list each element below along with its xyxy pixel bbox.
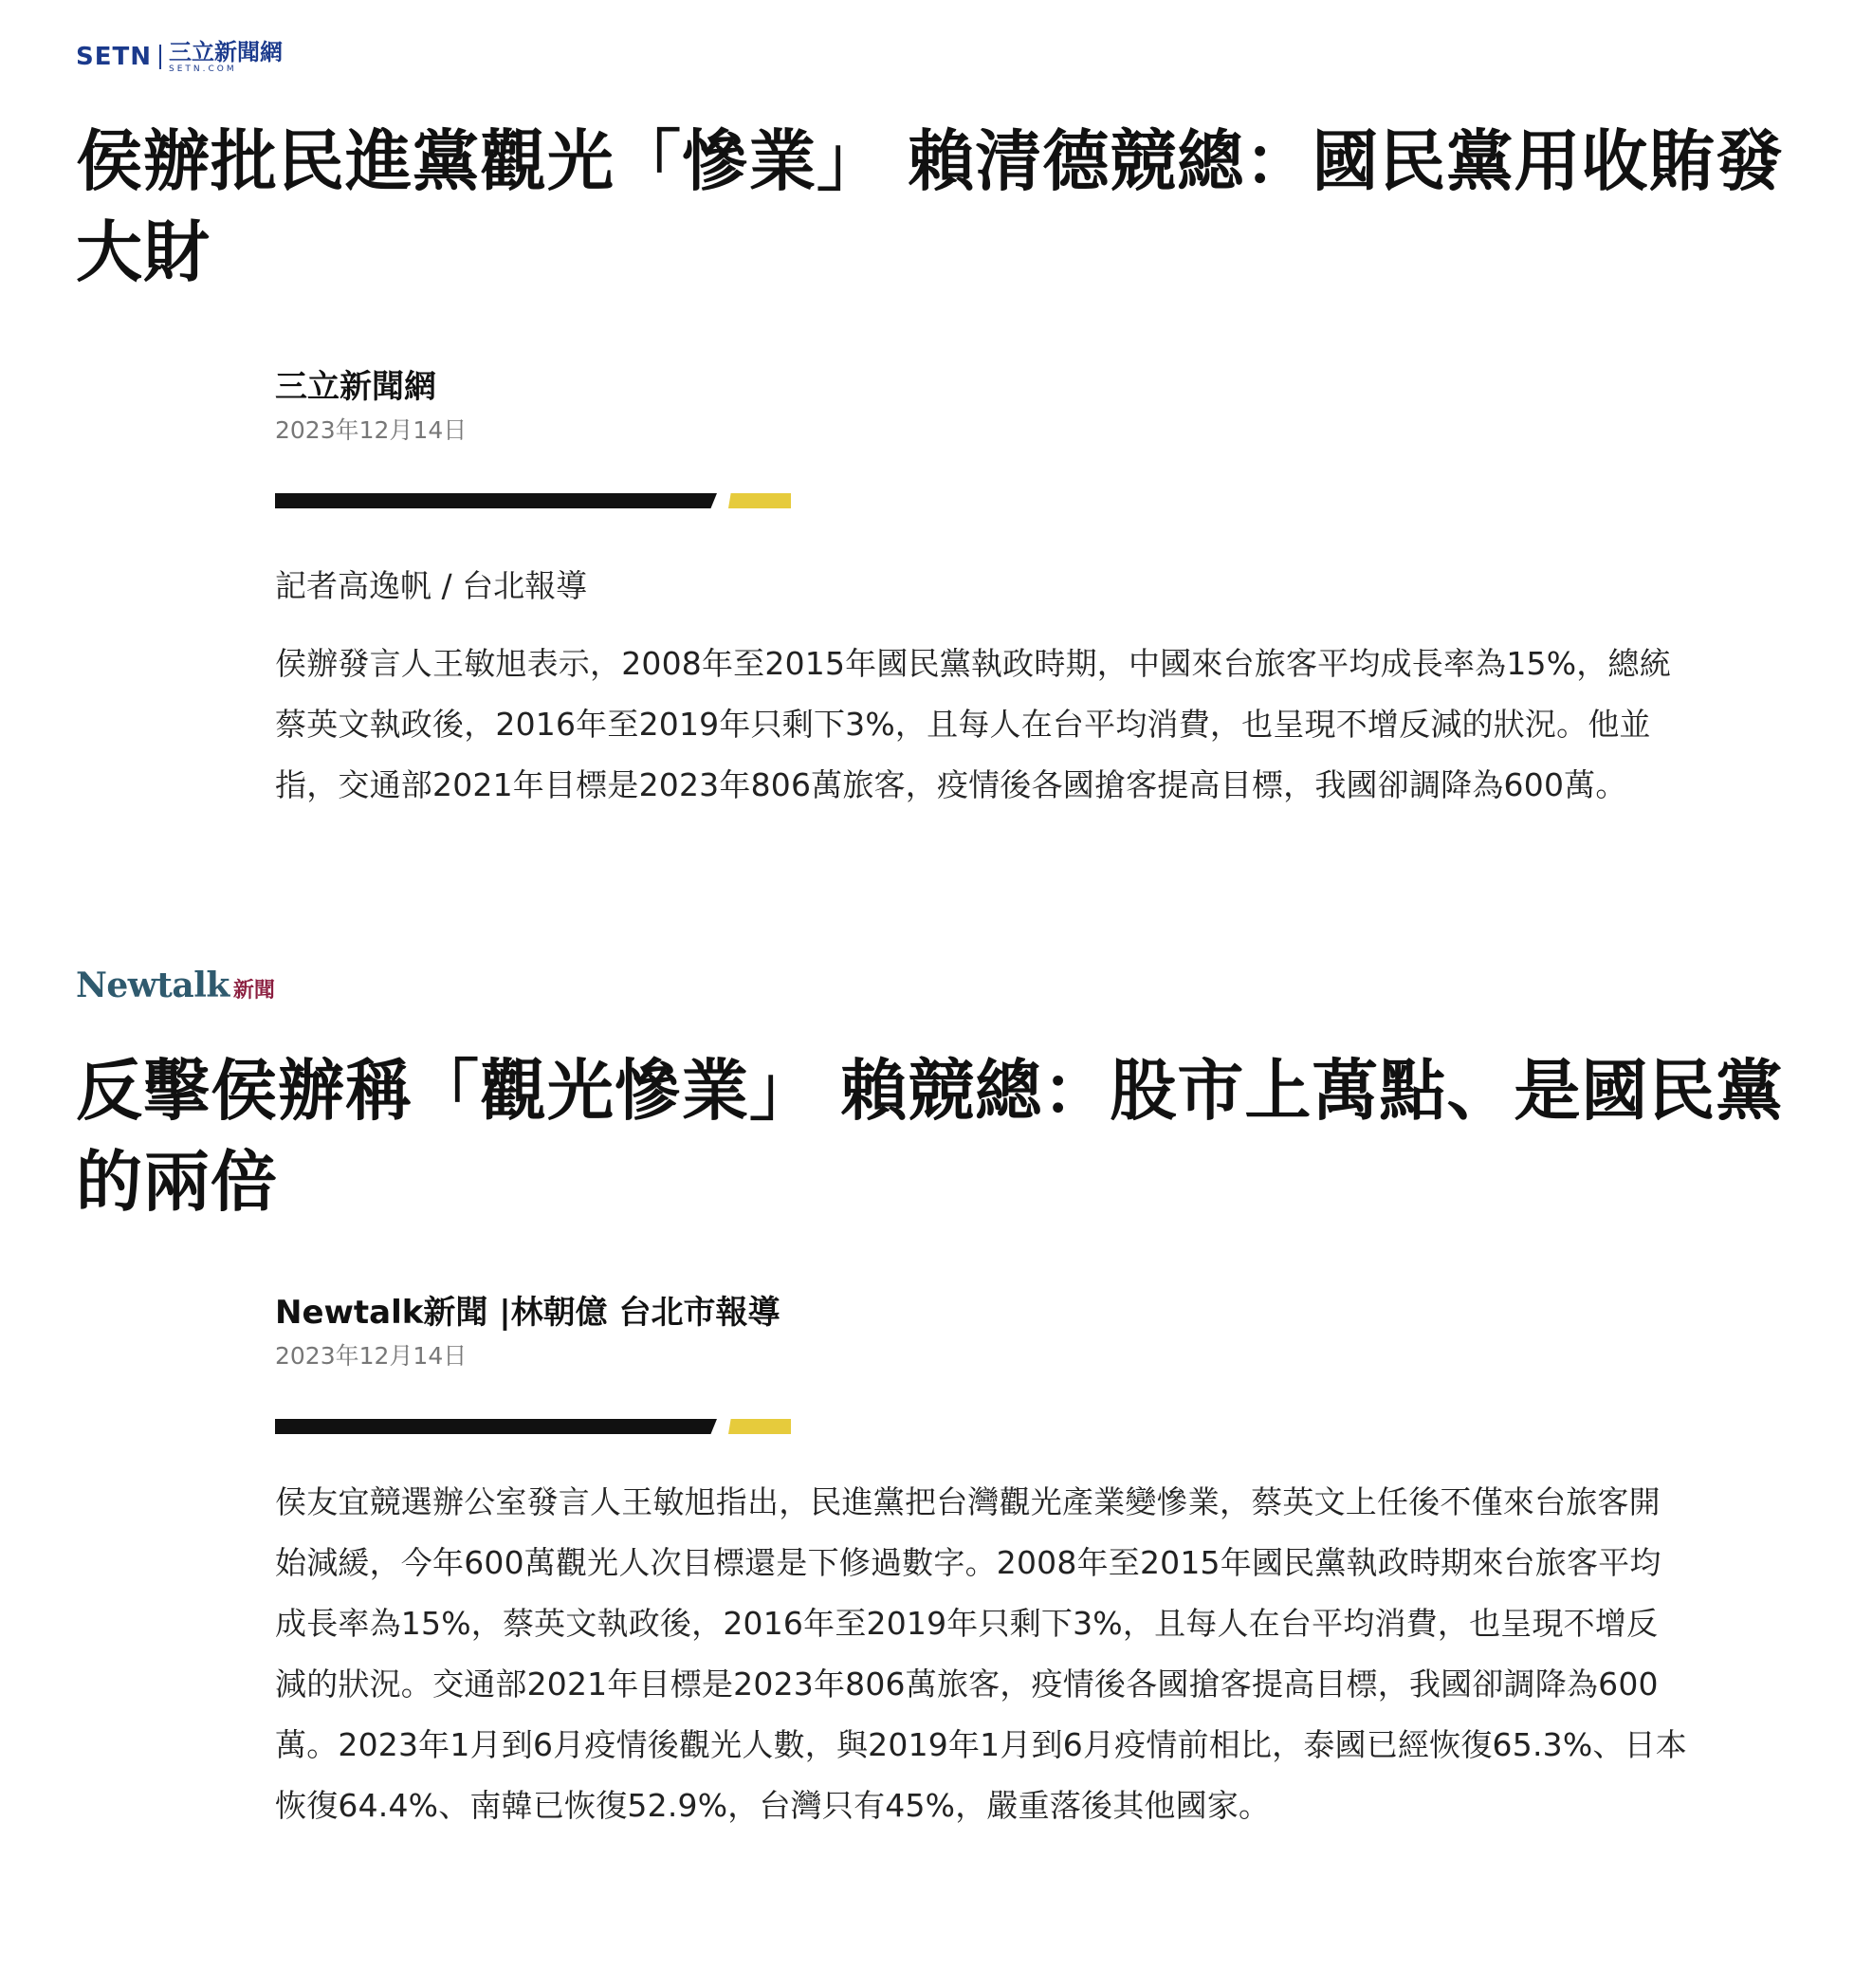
article-body: 侯友宜競選辦公室發言人王敏旭指出，民進黨把台灣觀光產業變慘業，蔡英文上任後不僅來台旅客開始減緩，今年600萬觀光人次目標還是下修過數字。2008年至2015年國民黨執政時期來台旅客平均成長率為15%，蔡英文執政後，2016年至2019年只剩下3%，且每人在台平均消費，也呈現不增反減的狀況。交通部2021年目標是2023年806萬旅客，疫情後各國搶客提高目標，我國卻調降為600萬。2023年1月到6月疫情後觀光人數，與2019年1月到6月疫情前相比，泰國已經恢復65.3%、日本恢復64.4%、南韓已恢復52.9%，台灣只有45%，嚴重落後其他國家。 xyxy=(275,1483,1687,1824)
logo-divider xyxy=(159,45,161,69)
accent-rule-yellow xyxy=(728,493,791,508)
article-source[interactable]: Newtalk新聞 |林朝億 台北市報導 xyxy=(275,1294,780,1332)
article-headline: 侯辦批民進黨觀光「慘業」 賴清德競總：國民黨用收賄發大財 xyxy=(76,122,1784,291)
setn-logo-domain: SETN.COM xyxy=(168,64,237,74)
setn-logo-text xyxy=(168,38,283,74)
article-body: 侯辦發言人王敏旭表示，2008年至2015年國民黨執政時期，中國來台旅客平均成長率為15%，總統蔡英文執政後，2016年至2019年只剩下3%，且每人在台平均消費，也呈現不增反減的狀況。他並指，交通部2021年目標是2023年806萬旅客，疫情後各國搶客提高目標，我國卻調降為600萬。 xyxy=(275,645,1671,803)
article-setn xyxy=(76,36,1802,847)
setn-logo-mark: SETN xyxy=(76,43,152,71)
article-meta xyxy=(275,1292,1735,1836)
accent-rule-black xyxy=(275,1419,717,1434)
article-meta xyxy=(275,366,1735,816)
accent-rule-black xyxy=(275,493,717,508)
article-date: 2023年12月14日 xyxy=(275,416,468,444)
newtalk-logo-word: Newtalk xyxy=(76,966,229,1005)
article-date: 2023年12月14日 xyxy=(275,1342,468,1370)
accent-rule xyxy=(275,493,806,510)
article-headline: 反擊侯辦稱「觀光慘業」 賴競總：股市上萬點、是國民黨的兩倍 xyxy=(76,1052,1784,1221)
article-source[interactable]: 三立新聞網 xyxy=(275,368,436,406)
accent-rule xyxy=(275,1419,806,1436)
article-reporter: 記者高逸帆 / 台北報導 xyxy=(275,567,588,604)
newtalk-logo[interactable] xyxy=(76,966,1802,1007)
setn-logo[interactable] xyxy=(76,36,1802,78)
article-newtalk xyxy=(76,966,1802,1868)
setn-logo-name: 三立新聞網 xyxy=(168,38,283,65)
accent-rule-yellow xyxy=(728,1419,791,1434)
newtalk-logo-sub: 新聞 xyxy=(232,978,275,1003)
